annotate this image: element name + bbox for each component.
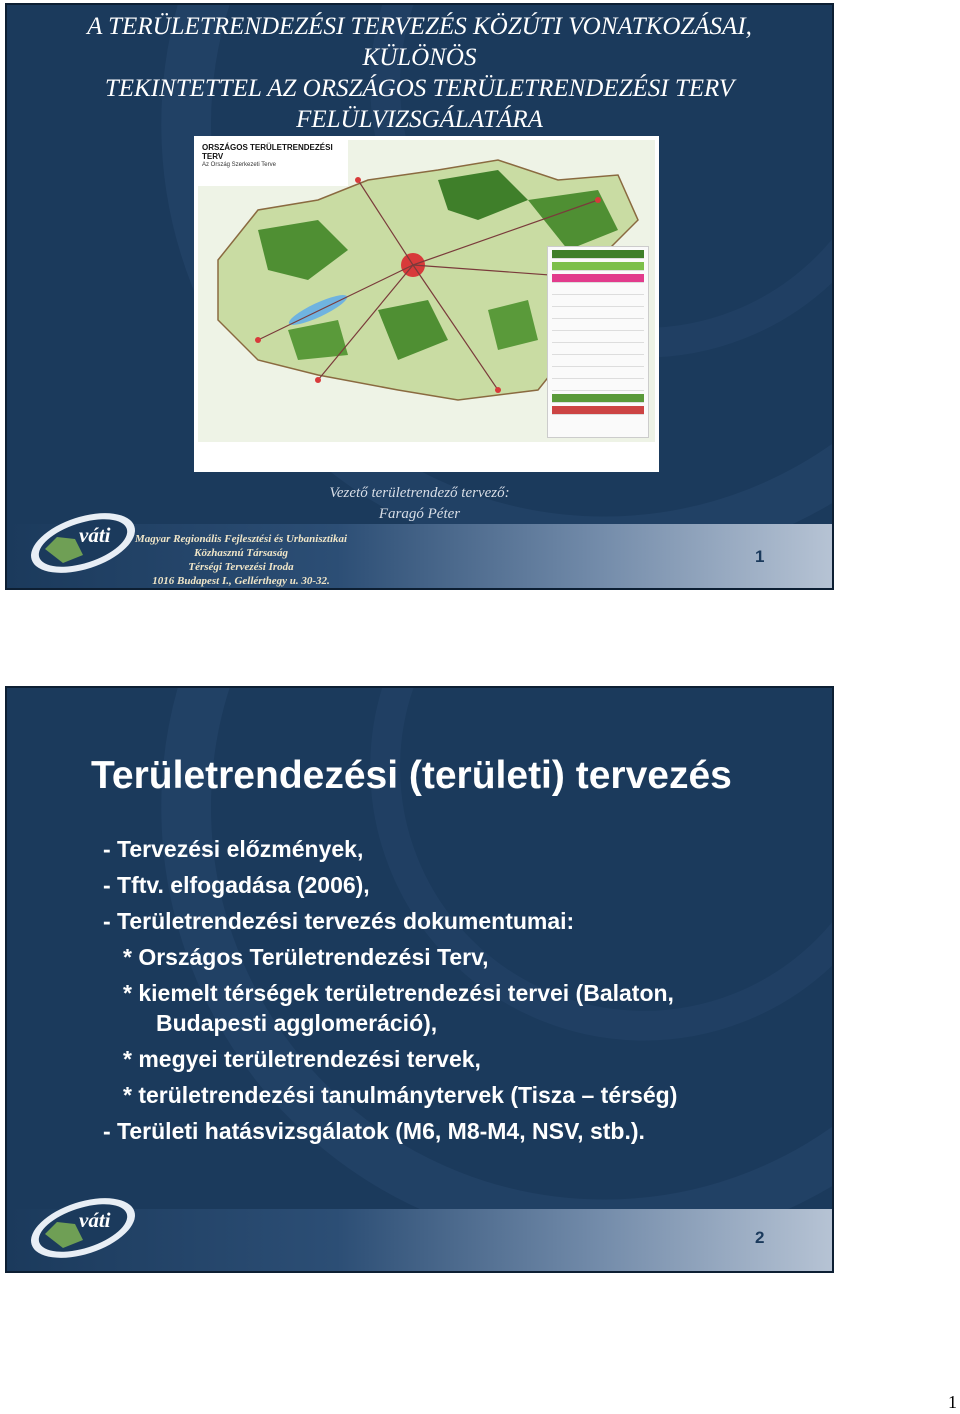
logo-text: váti — [79, 523, 111, 547]
title-line: KÜLÖNÖS — [362, 44, 477, 71]
title-line: A TERÜLETRENDEZÉSI TERVEZÉS KÖZÚTI VONATKOZÁSAI, — [87, 13, 752, 40]
slide-number: 2 — [755, 1228, 765, 1247]
bullet-item: - Területi hatásvizsgálatok (M6, M8-M4, NSV, stb.). — [103, 1118, 645, 1144]
slide-number: 1 — [755, 547, 765, 566]
bullet-item: * kiemelt térségek területrendezési tervei (Balaton, — [123, 980, 674, 1006]
hungary-spatial-plan-map — [194, 136, 659, 472]
org-line: Térségi Tervezési Iroda — [188, 561, 294, 573]
slide-1 — [5, 3, 834, 590]
bullet-item: - Területrendezési tervezés dokumentumai: — [103, 908, 575, 934]
map-legend — [547, 246, 649, 438]
map-header-title: ORSZÁGOS TERÜLETRENDEZÉSI TERV — [202, 143, 333, 161]
bullet-item-continuation: Budapesti agglomeráció), — [156, 1010, 438, 1036]
organization-address — [135, 532, 347, 588]
org-line: Közhasznú Társaság — [194, 547, 288, 559]
title-line: FELÜLVIZSGÁLATÁRA — [296, 106, 543, 133]
slide-title: Területrendezési (területi) tervezés — [91, 754, 732, 797]
signature-name: Faragó Péter — [378, 506, 461, 522]
map-header — [198, 140, 348, 186]
signature-role: Vezető területrendező tervező: — [329, 485, 510, 501]
map-header-subtitle: Az Ország Szerkezeti Terve — [202, 162, 276, 168]
bullet-item: * területrendezési tanulmánytervek (Tisza – térség) — [123, 1082, 678, 1108]
org-line: 1016 Budapest I., Gellérthegy u. 30-32. — [152, 575, 330, 587]
bullet-item: - Tervezési előzmények, — [103, 836, 364, 862]
logo-text: váti — [79, 1208, 111, 1232]
bullet-item: * megyei területrendezési tervek, — [123, 1046, 481, 1072]
vati-logo — [27, 509, 139, 577]
slide-title — [7, 11, 832, 135]
title-line: TEKINTETTEL AZ ORSZÁGOS TERÜLETRENDEZÉSI TERV — [104, 75, 735, 102]
org-line: Magyar Regionális Fejlesztési és Urbanisztikai — [135, 533, 348, 545]
vati-logo — [27, 1194, 139, 1262]
document-page-number: 1 — [948, 1392, 957, 1412]
slide-2 — [5, 686, 834, 1273]
bullet-item: - Tftv. elfogadása (2006), — [103, 872, 370, 898]
bullet-item: * Országos Területrendezési Terv, — [123, 944, 489, 970]
